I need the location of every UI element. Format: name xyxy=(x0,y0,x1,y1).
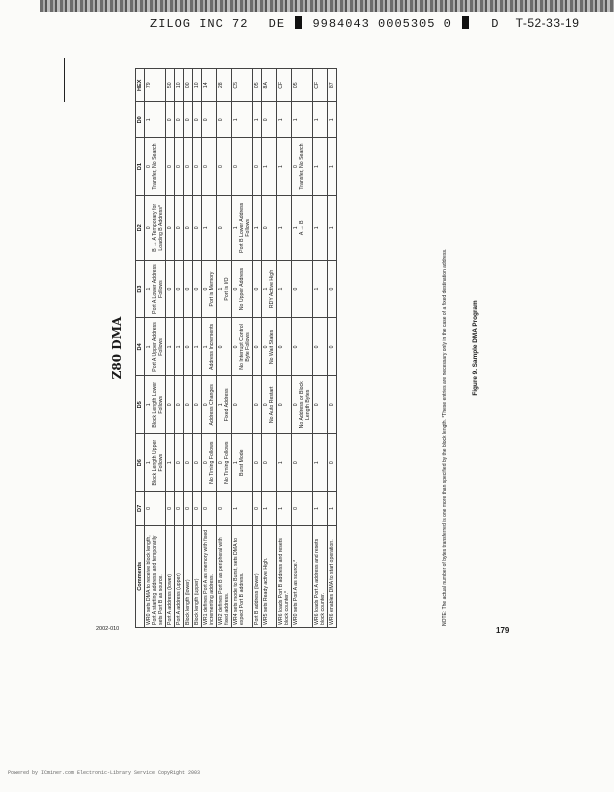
bit-cell: 0 xyxy=(313,376,328,434)
barcode-block xyxy=(295,16,302,29)
catalog-code: T-52-33-19 xyxy=(515,16,580,30)
column-header: HEX xyxy=(136,69,145,103)
column-header: D3 xyxy=(136,260,145,318)
rotated-table-region xyxy=(110,68,490,628)
page-header xyxy=(150,16,579,31)
bit-cell: 0 xyxy=(193,492,202,525)
bit-cell: 1 xyxy=(277,196,292,261)
comment-cell: WR1 defines Port A as memory with fixed incrementing address. xyxy=(202,525,217,627)
column-header: D1 xyxy=(136,138,145,196)
bit-cell: 0 xyxy=(217,492,232,525)
bit-cell: 0 xyxy=(175,492,184,525)
bit-cell: 0 xyxy=(328,318,337,376)
bit-cell: 05 xyxy=(253,69,262,103)
table-row xyxy=(217,69,232,628)
de-label: DE xyxy=(268,17,286,31)
column-header: D6 xyxy=(136,434,145,492)
bit-cell: 0 xyxy=(262,196,277,261)
bit-cell: 0 xyxy=(184,102,193,138)
bit-cell: 0 xyxy=(184,492,193,525)
bit-cell: 0 xyxy=(166,492,175,525)
bit-cell: 1 xyxy=(166,318,175,376)
bit-cell: 00 xyxy=(184,69,193,103)
bit-cell: 05 xyxy=(292,69,313,103)
bit-cell: 1 xyxy=(232,492,253,525)
bit-cell: CF xyxy=(277,69,292,103)
bit-cell: 1 xyxy=(313,196,328,261)
bit-cell: 0 xyxy=(184,318,193,376)
bit-cell: 1 Block Length Upper Follows xyxy=(145,434,166,492)
bit-cell: 0 xyxy=(175,138,184,196)
bit-cell: 0 xyxy=(175,434,184,492)
column-header: D2 xyxy=(136,196,145,261)
column-header: D7 xyxy=(136,492,145,525)
bit-cell: 0 xyxy=(175,102,184,138)
bit-cell: 0 xyxy=(193,260,202,318)
bit-cell: 0 xyxy=(184,434,193,492)
bit-cell: 0 xyxy=(253,434,262,492)
bit-cell: 0 xyxy=(166,102,175,138)
bit-cell: 0 xyxy=(262,434,277,492)
bit-cell: 0 xyxy=(184,376,193,434)
bit-cell: 0 xyxy=(292,260,313,318)
bit-cell: 0 xyxy=(217,196,232,261)
comment-cell: Port A address (lower) xyxy=(166,525,175,627)
bit-cell: 0 No Wait States xyxy=(262,318,277,376)
bit-cell: 0 No Timing Follows xyxy=(217,434,232,492)
bit-cell: 0 xyxy=(166,138,175,196)
dma-program-table xyxy=(135,68,337,628)
column-header: D5 xyxy=(136,376,145,434)
bit-cell: 10 xyxy=(175,69,184,103)
bit-cell: 0 xyxy=(253,318,262,376)
bit-cell: 1 xyxy=(277,138,292,196)
bit-cell: 0 xyxy=(292,492,313,525)
bit-cell: 1 xyxy=(253,102,262,138)
bit-cell: 0 No Timing Follows xyxy=(202,434,217,492)
bit-cell: 0 xyxy=(193,138,202,196)
comment-cell: WR4 sets mode to Burst, sets DMA to expect Port B address. xyxy=(232,525,253,627)
bit-cell: 0 xyxy=(328,376,337,434)
bit-cell: 0 xyxy=(292,434,313,492)
bit-cell: 0 xyxy=(217,138,232,196)
bit-cell: 0 xyxy=(217,102,232,138)
doc-id: 2002-010 xyxy=(96,626,120,632)
bit-cell: 1 xyxy=(262,138,277,196)
bit-cell: 1 xyxy=(166,434,175,492)
bit-cell: 1 Port A Upper Address Follows xyxy=(145,318,166,376)
comment-cell: Port B address (lower) xyxy=(253,525,262,627)
bit-cell: 1 xyxy=(328,138,337,196)
comment-cell: Block length (upper) xyxy=(193,525,202,627)
column-header: Comments xyxy=(136,525,145,627)
bit-cell: 1 Port A Lower Address Follows xyxy=(145,260,166,318)
bit-cell: 0 xyxy=(277,376,292,434)
bit-cell: 0 xyxy=(313,318,328,376)
bit-cell: 0 xyxy=(175,260,184,318)
bit-cell: CF xyxy=(313,69,328,103)
bit-cell: 0 No Auto Restart xyxy=(262,376,277,434)
comment-cell: Port A address (upper) xyxy=(175,525,184,627)
bit-cell: 1 xyxy=(175,318,184,376)
bit-cell: 1 Port is I/O xyxy=(217,260,232,318)
table-row xyxy=(175,69,184,628)
bit-cell: 1 xyxy=(313,102,328,138)
bit-cell: 0 xyxy=(217,318,232,376)
bit-cell: 0 xyxy=(145,492,166,525)
table-note: NOTE: The actual number of bytes transferred is one more than specified by the block length. *These entries are necessary only in the case of a fixed destination address. xyxy=(442,248,448,626)
bit-cell: 0 Transfer, No Search xyxy=(145,138,166,196)
bit-cell: 1 xyxy=(277,102,292,138)
bit-cell: 1 xyxy=(328,196,337,261)
column-header: D4 xyxy=(136,318,145,376)
table-row xyxy=(193,69,202,628)
comment-cell: WR6 loads Port B address and resets block counter.* xyxy=(277,525,292,627)
column-header: D0 xyxy=(136,102,145,138)
bit-cell: 0 xyxy=(193,102,202,138)
bit-cell: 1 xyxy=(232,102,253,138)
table-row xyxy=(262,69,277,628)
bit-cell: 0 xyxy=(253,492,262,525)
table-row xyxy=(166,69,175,628)
bit-cell: 0 xyxy=(262,102,277,138)
scan-noise-bar xyxy=(40,0,614,12)
bit-cell: 0 xyxy=(202,138,217,196)
bit-cell: 0 xyxy=(202,102,217,138)
bit-cell: 87 xyxy=(328,69,337,103)
table-row xyxy=(232,69,253,628)
table-row xyxy=(328,69,337,628)
bit-cell: 1 xyxy=(277,260,292,318)
bit-cell: 0 B → A Temporary for Loading B Address* xyxy=(145,196,166,261)
table-row xyxy=(313,69,328,628)
bit-cell: 8A xyxy=(262,69,277,103)
bit-cell: 1 xyxy=(313,434,328,492)
bit-cell: 1 xyxy=(202,196,217,261)
comment-cell: Block length (lower) xyxy=(184,525,193,627)
bit-cell: 0 xyxy=(166,260,175,318)
doc-number: 9984043 0005305 0 xyxy=(312,17,452,31)
bit-cell: 1 xyxy=(145,102,166,138)
bit-cell: 0 No Interrupt Control Byte Follows xyxy=(232,318,253,376)
bit-cell: 0 xyxy=(184,260,193,318)
comment-cell: WR2 defines Port B as peripheral with fixed address. xyxy=(217,525,232,627)
bit-cell: 1 xyxy=(193,318,202,376)
comment-cell: WR6 loads Port A address and resets block counter. xyxy=(313,525,328,627)
bit-cell: 1 xyxy=(262,492,277,525)
bit-cell: 1 xyxy=(313,138,328,196)
table-row xyxy=(184,69,193,628)
bit-cell: 0 No Upper Address xyxy=(232,260,253,318)
table-body xyxy=(145,69,337,628)
comment-cell: WR6 enables DMA to start operation. xyxy=(328,525,337,627)
comment-cell: WR0 sets Port A as source.* xyxy=(292,525,313,627)
bit-cell: 0 xyxy=(232,376,253,434)
bit-cell: 0 xyxy=(232,138,253,196)
bit-cell: C5 xyxy=(232,69,253,103)
bit-cell: 1 Port B Lower Address Follows xyxy=(232,196,253,261)
bit-cell: 1 RDY Active High xyxy=(262,260,277,318)
margin-rule xyxy=(64,58,65,102)
table-row xyxy=(277,69,292,628)
barcode-block xyxy=(462,16,469,29)
bit-cell: 1 Burst Mode xyxy=(232,434,253,492)
table-row xyxy=(253,69,262,628)
bit-cell: 0 xyxy=(253,260,262,318)
bit-cell: 28 xyxy=(217,69,232,103)
bit-cell: 1 xyxy=(328,102,337,138)
bit-cell: 1 xyxy=(292,102,313,138)
bit-cell: 1 A → B xyxy=(292,196,313,261)
bit-cell: 50 xyxy=(166,69,175,103)
page-title: Z80 DMA xyxy=(110,316,124,380)
bit-cell: 0 xyxy=(292,318,313,376)
bit-cell: 14 xyxy=(202,69,217,103)
table-row xyxy=(202,69,217,628)
page-number: 179 xyxy=(496,626,510,635)
figure-caption: Figure 9. Sample DMA Program xyxy=(472,300,479,396)
bit-cell: 0 xyxy=(328,434,337,492)
bit-cell: 1 xyxy=(313,260,328,318)
bit-cell: 1 xyxy=(313,492,328,525)
bit-cell: 0 Transfer, No Search xyxy=(292,138,313,196)
bit-cell: 1 xyxy=(277,434,292,492)
bit-cell: 1 Fixed Address xyxy=(217,376,232,434)
bit-cell: 1 xyxy=(277,492,292,525)
table-row xyxy=(145,69,166,628)
bit-cell: 0 xyxy=(193,196,202,261)
bit-cell: 1 xyxy=(328,492,337,525)
bit-cell: 0 xyxy=(277,318,292,376)
bit-cell: 0 No Address or Block Length Bytes xyxy=(292,376,313,434)
bit-cell: 0 xyxy=(175,376,184,434)
comment-cell: WR0 sets DMA to receive block length, Port A starting address and temporarily sets Port B as source. xyxy=(145,525,166,627)
bit-cell: 0 xyxy=(193,376,202,434)
bit-cell: 79 xyxy=(145,69,166,103)
bit-cell: 0 xyxy=(253,376,262,434)
bit-cell: 0 xyxy=(166,376,175,434)
bit-cell: 0 xyxy=(175,196,184,261)
bit-cell: 10 xyxy=(193,69,202,103)
bit-cell: 0 xyxy=(184,138,193,196)
bit-cell: 0 xyxy=(328,260,337,318)
bit-cell: 0 Address Changes xyxy=(202,376,217,434)
bit-cell: 1 Address Increments xyxy=(202,318,217,376)
bit-cell: 0 xyxy=(253,138,262,196)
table-header-row xyxy=(136,69,145,628)
bit-cell: 1 Block Length Lower Follows xyxy=(145,376,166,434)
comment-cell: WR5 sets Ready active High. xyxy=(262,525,277,627)
table-row xyxy=(292,69,313,628)
footer-copyright: Powered by ICminer.com Electronic-Library Service CopyRight 2003 xyxy=(8,770,201,776)
bit-cell: 1 xyxy=(253,196,262,261)
bit-cell: 0 xyxy=(184,196,193,261)
bit-cell: 0 xyxy=(166,196,175,261)
company-header: ZILOG INC 72 xyxy=(150,17,249,31)
bit-cell: 0 xyxy=(202,492,217,525)
bit-cell: 0 Port is Memory xyxy=(202,260,217,318)
d-label: D xyxy=(491,17,500,31)
bit-cell: 0 xyxy=(193,434,202,492)
